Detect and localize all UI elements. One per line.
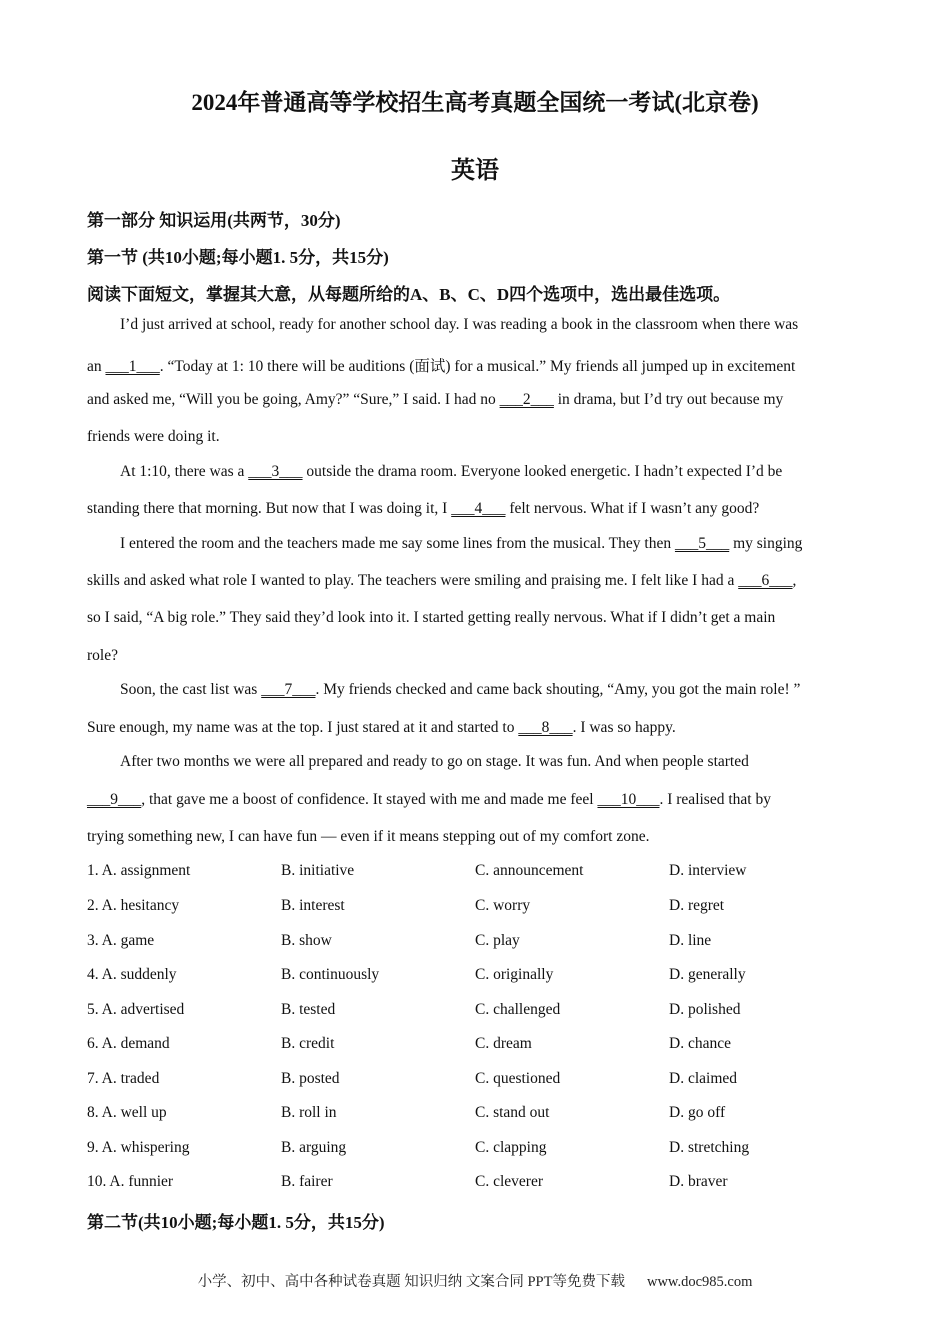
blank-9: ___9___	[87, 791, 142, 808]
passage-line	[87, 500, 759, 518]
option-2b: B. interest	[281, 897, 345, 914]
option-4d: D. generally	[669, 966, 746, 983]
passage-text: outside the drama room. Everyone looked energetic. I hadn’t expected I’d be	[302, 463, 783, 480]
option-9b: B. arguing	[281, 1139, 347, 1156]
passage-line	[87, 791, 771, 809]
option-8b: B. roll in	[281, 1104, 337, 1121]
option-10d: D. braver	[669, 1173, 728, 1190]
option-7a: 7. A. traded	[87, 1070, 160, 1087]
passage-text: . I realised that by	[659, 791, 771, 808]
option-2c: C. worry	[475, 897, 531, 914]
passage-line	[120, 316, 798, 334]
passage-text: Sure enough, my name was at the top. I just stared at it and started to	[87, 719, 519, 736]
passage-line	[87, 609, 775, 627]
option-6c: C. dream	[475, 1035, 532, 1052]
footer-site-link[interactable]: www.doc985.com	[646, 1274, 753, 1290]
blank-10: ___10___	[597, 791, 660, 808]
passage-text: I’d just arrived at school, ready for another school day. I was reading a book in the classroom when there was	[120, 316, 799, 333]
passage-line	[87, 828, 649, 846]
option-1a: 1. A. assignment	[87, 862, 191, 879]
exam-title: 2024年普通高等学校招生高考真题全国统一考试(北京卷)	[191, 90, 759, 115]
option-2a: 2. A. hesitancy	[87, 897, 180, 914]
passage-line	[87, 572, 796, 590]
subject-title: 英语	[451, 158, 499, 184]
passage-text: At 1:10, there was a	[120, 463, 249, 480]
option-3b: B. show	[281, 932, 332, 949]
passage-line	[120, 463, 782, 481]
passage-text: in drama, but I’d try out because my	[553, 391, 784, 408]
passage-text: skills and asked what role I wanted to play. The teachers were smiling and praising me. I felt like I had a	[87, 572, 739, 589]
option-7d: D. claimed	[669, 1070, 738, 1087]
passage-text: . My friends checked and came back shouting, “Amy, you got the main role! ”	[315, 681, 801, 698]
passage-line	[87, 647, 118, 665]
footer-text: 小学、初中、高中各种试卷真题 知识归纳 文案合同 PPT等免费下载	[197, 1274, 625, 1290]
passage-text: Soon, the cast list was	[120, 681, 262, 698]
option-1c: C. announcement	[475, 862, 584, 879]
option-8c: C. stand out	[475, 1104, 550, 1121]
passage-text: role?	[87, 647, 118, 664]
option-10c: C. cleverer	[475, 1173, 543, 1190]
option-9a: 9. A. whispering	[87, 1139, 190, 1156]
passage-text: and asked me, “Will you be going, Amy?” “Sure,” I said. I had no	[87, 391, 500, 408]
blank-2: ___2___	[499, 391, 554, 408]
blank-1: ___1___	[105, 358, 160, 375]
option-4c: C. originally	[475, 966, 554, 983]
passage-text: friends were doing it.	[87, 428, 220, 445]
passage-text: , that gave me a boost of confidence. It stayed with me and made me feel	[141, 791, 598, 808]
section-one-heading: 第一节 (共10小题;每小题1. 5分，共15分)	[87, 248, 389, 267]
passage-line	[87, 428, 220, 446]
passage-text: I entered the room and the teachers made me say some lines from the musical. They then	[120, 535, 675, 552]
option-6a: 6. A. demand	[87, 1035, 170, 1052]
section-two-heading: 第二节(共10小题;每小题1. 5分，共15分)	[87, 1213, 385, 1232]
passage-line	[120, 753, 749, 771]
option-5d: D. polished	[669, 1001, 741, 1018]
option-3a: 3. A. game	[87, 932, 155, 949]
option-6b: B. credit	[281, 1035, 335, 1052]
option-4a: 4. A. suddenly	[87, 966, 177, 983]
blank-3: ___3___	[248, 463, 303, 480]
option-5b: B. tested	[281, 1001, 336, 1018]
option-9d: D. stretching	[669, 1139, 750, 1156]
passage-line	[87, 354, 795, 376]
option-5a: 5. A. advertised	[87, 1001, 185, 1018]
option-1b: B. initiative	[281, 862, 355, 879]
option-2d: D. regret	[669, 897, 725, 914]
option-10b: B. fairer	[281, 1173, 333, 1190]
blank-5: ___5___	[674, 535, 730, 552]
option-7b: B. posted	[281, 1070, 340, 1087]
option-10a: 10. A. funnier	[87, 1173, 174, 1190]
passage-text: ,	[792, 572, 797, 589]
passage-text: trying something new, I can have fun — even if it means stepping out of my comfort zone.	[87, 828, 650, 845]
passage-text: After two months we were all prepared and ready to go on stage. It was fun. And when people started	[120, 753, 749, 770]
option-3c: C. play	[475, 932, 520, 949]
passage-line	[87, 391, 783, 409]
passage-line	[87, 719, 676, 737]
option-9c: C. clapping	[475, 1139, 547, 1156]
option-1d: D. interview	[669, 862, 747, 879]
instruction-text: 阅读下面短文，掌握其大意，从每题所给的A、B、C、D四个选项中，选出最佳选项。	[87, 285, 731, 304]
blank-8: ___8___	[518, 719, 573, 736]
passage-text: . “Today at 1: 10 there will be auditions (面试) for a musical.” My friends all jumped up in excitement	[159, 358, 796, 375]
passage-text: standing there that morning. But now that I was doing it, I	[87, 500, 452, 517]
part-one-heading: 第一部分 知识运用(共两节，30分)	[87, 211, 341, 230]
blank-7: ___7___	[261, 681, 316, 698]
blank-6: ___6___	[738, 572, 793, 589]
option-7c: C. questioned	[475, 1070, 561, 1087]
passage-text: felt nervous. What if I wasn’t any good?	[505, 500, 760, 517]
option-3d: D. line	[669, 932, 712, 949]
option-5c: C. challenged	[475, 1001, 561, 1018]
passage-line	[120, 681, 800, 699]
passage-text: my singing	[729, 535, 803, 552]
page-footer	[0, 1270, 950, 1291]
passage-line	[120, 535, 802, 553]
option-8a: 8. A. well up	[87, 1104, 167, 1121]
blank-4: ___4___	[451, 500, 506, 517]
passage-text: an	[87, 358, 106, 375]
passage-text: . I was so happy.	[572, 719, 676, 736]
option-8d: D. go off	[669, 1104, 726, 1121]
option-4b: B. continuously	[281, 966, 380, 983]
option-6d: D. chance	[669, 1035, 731, 1052]
passage-text: so I said, “A big role.” They said they’d look into it. I started getting really nervous. What if I didn’t get a main	[87, 609, 776, 626]
